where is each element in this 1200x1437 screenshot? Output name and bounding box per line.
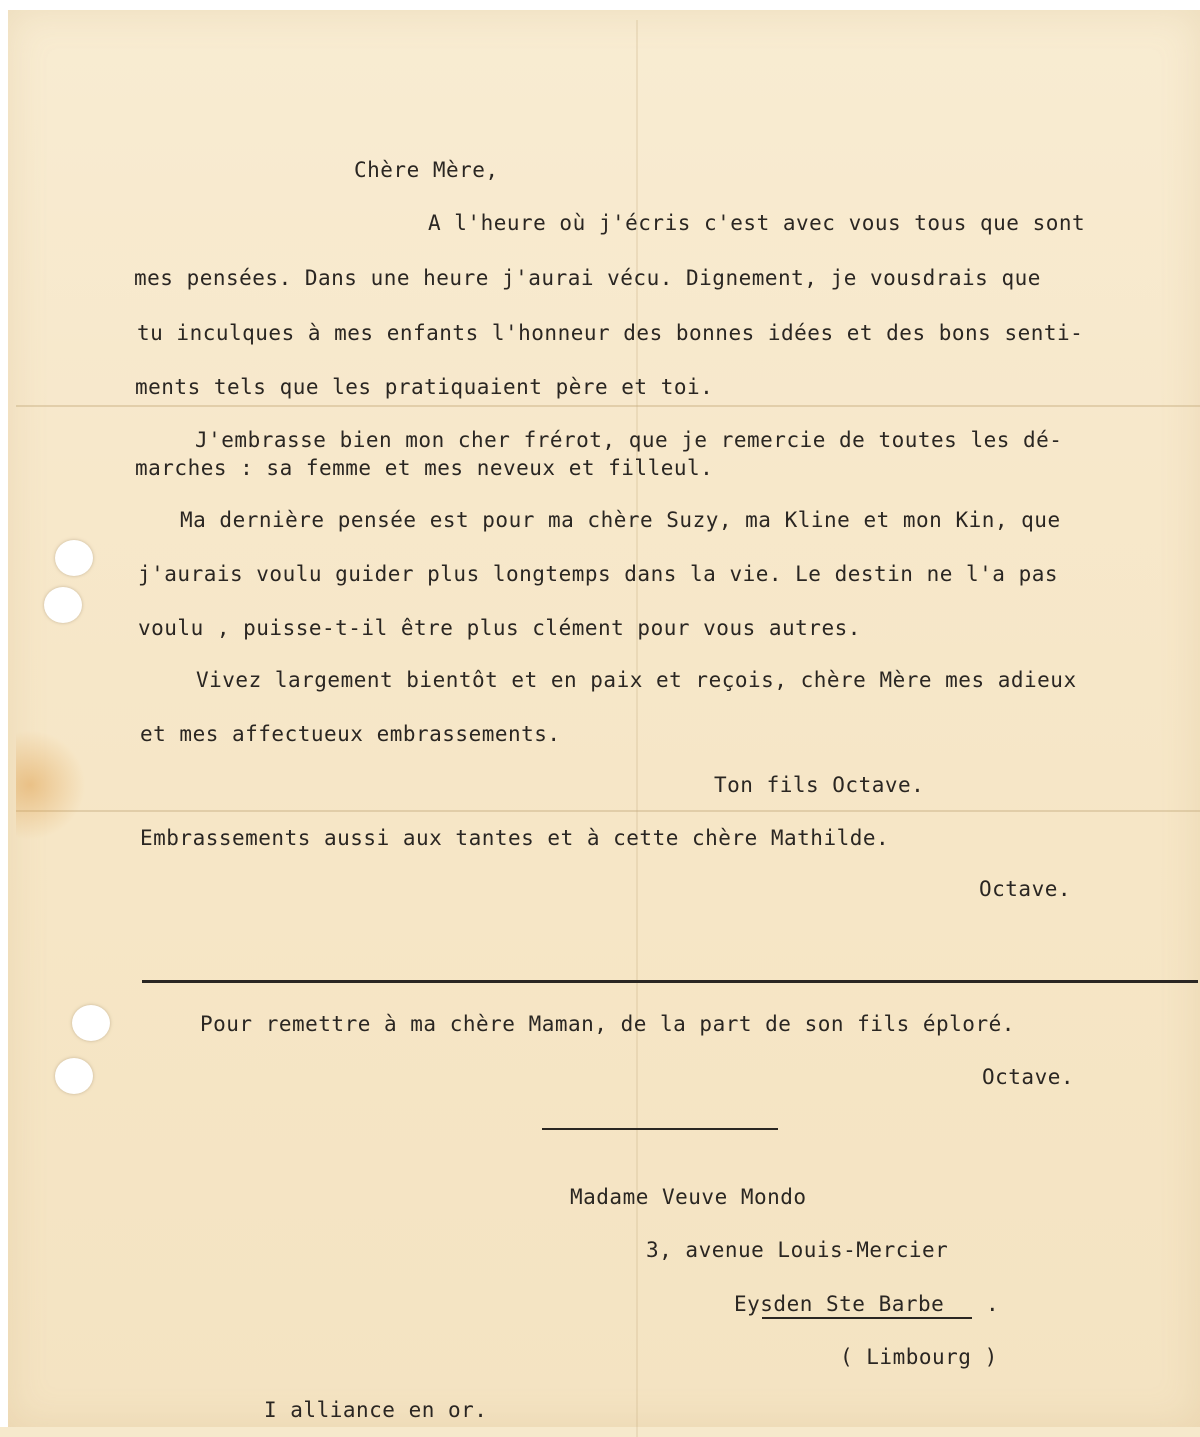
letter-line: J'embrasse bien mon cher frérot, que je remercie de toutes les dé- xyxy=(195,428,1063,452)
envelope-note: Pour remettre à ma chère Maman, de la part de son fils éploré. xyxy=(200,1012,1015,1036)
address-street: 3, avenue Louis-Mercier xyxy=(646,1238,949,1262)
letter-line: mes pensées. Dans une heure j'aurai vécu. Dignement, je vousdrais que xyxy=(134,266,1041,290)
letter-line: ments tels que les pratiquaient père et toi. xyxy=(135,375,714,399)
address-city-dot: . xyxy=(986,1292,1000,1316)
fold-crease xyxy=(16,810,1200,812)
letter-line: marches : sa femme et mes neveux et filleul. xyxy=(135,456,714,480)
address-name: Madame Veuve Mondo xyxy=(570,1185,807,1209)
section-divider xyxy=(142,980,1198,983)
scan-border-left xyxy=(0,0,8,1427)
letter-line: Ma dernière pensée est pour ma chère Suzy, ma Kline et mon Kin, que xyxy=(180,508,1061,532)
letter-closing: Ton fils Octave. xyxy=(714,773,925,797)
letter-signature: Octave. xyxy=(979,877,1072,901)
footer-item: I alliance en or. xyxy=(264,1398,488,1422)
letter-line: A l'heure où j'écris c'est avec vous tous que sont xyxy=(428,211,1086,235)
fold-crease xyxy=(16,405,1200,407)
address-divider xyxy=(542,1128,778,1130)
note-signature: Octave. xyxy=(982,1065,1075,1089)
letter-postscript: Embrassements aussi aux tantes et à cette chère Mathilde. xyxy=(140,826,890,850)
punch-hole xyxy=(55,540,93,576)
punch-hole xyxy=(55,1058,93,1094)
letter-line: voulu , puisse-t-il être plus clément pour vous autres. xyxy=(138,616,861,640)
salutation: Chère Mère, xyxy=(354,158,499,182)
paper-stain xyxy=(16,730,86,840)
letter-line: Vivez largement bientôt et en paix et reçois, chère Mère mes adieux xyxy=(196,668,1077,692)
letter-line: j'aurais voulu guider plus longtemps dans la vie. Le destin ne l'a pas xyxy=(138,562,1059,586)
address-city-underline xyxy=(762,1317,972,1319)
address-city: Eysden Ste Barbe xyxy=(734,1292,945,1316)
punch-hole xyxy=(44,587,82,623)
letter-line: et mes affectueux embrassements. xyxy=(140,722,561,746)
letter-line: tu inculques à mes enfants l'honneur des bonnes idées et des bons senti- xyxy=(137,321,1084,345)
address-region: ( Limbourg ) xyxy=(840,1345,998,1369)
scan-border-top xyxy=(0,0,1200,10)
punch-hole xyxy=(72,1005,110,1041)
